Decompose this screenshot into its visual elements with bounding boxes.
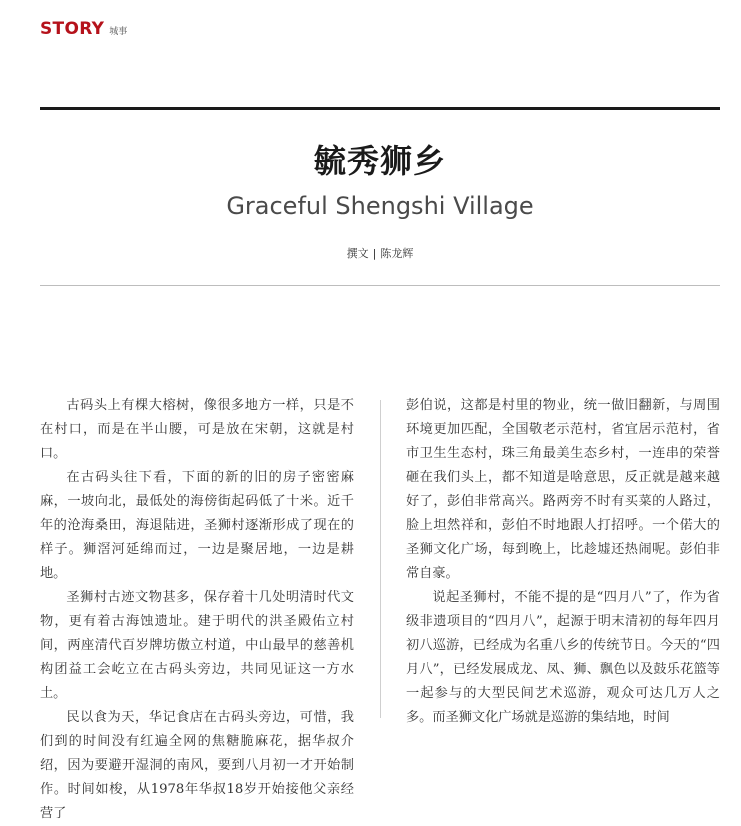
paragraph: 圣狮村古迹文物甚多，保存着十几处明清时代文物，更有着古海蚀遗址。建于明代的洪圣殿佑立村间，两座清代百岁牌坊傲立村道，中山最早的慈善机构团益工会屹立在古码头旁边，共同见证这一方水土。: [40, 590, 354, 701]
section-label-zh: 城事: [109, 27, 128, 37]
section-label-en: STORY: [40, 19, 105, 39]
column-divider: [380, 400, 381, 718]
byline-author: 陈龙辉: [380, 247, 414, 260]
top-divider: [40, 107, 720, 110]
paragraph: 民以食为天，华记食店在古码头旁边，可惜，我们到的时间没有红遍全网的焦糖脆麻花，据华叔介绍，因为要避开湿洞的南风，要到八月初一才开始制作。时间如梭，从1978年华叔18岁开始接他父亲经营了: [40, 710, 354, 821]
header-divider: [40, 285, 720, 286]
byline: [40, 245, 720, 261]
paragraph: 在古码头往下看，下面的新的旧的房子密密麻麻，一坡向北，最低处的海傍街起码低了十米。近千年的沧海桑田，海退陆进，圣狮村逐渐形成了现在的样子。狮滘河延绵而过，一边是聚居地，一边是耕地。: [40, 470, 354, 581]
body-column-left: [40, 394, 354, 826]
article-title-zh: 毓秀狮乡: [313, 142, 446, 180]
paragraph: 说起圣狮村，不能不提的是“四月八”了，作为省级非遗项目的“四月八”，起源于明末清初的每年四月初八巡游，已经成为名重八乡的传统节日。今天的“四月八”，已经发展成龙、凤、狮、飘色以及鼓乐花篮等一起参与的大型民间艺术巡游，观众可达几万人之多。而圣狮文化广场就是巡游的集结地，时间: [406, 590, 720, 725]
section-label: [40, 19, 127, 39]
paragraph: 古码头上有棵大榕树，像很多地方一样，只是不在村口，而是在半山腰，可是放在宋朝，这就是村口。: [40, 398, 354, 461]
body-column-right: [406, 394, 720, 730]
byline-label: 撰文: [346, 247, 369, 260]
paragraph-continued: 彭伯说，这都是村里的物业，统一做旧翻新，与周围环境更加匹配，全国敬老示范村，省宜居示范村，省市卫生生态村，珠三角最美生态乡村，一连串的荣誉砸在我们头上，都不知道是啥意思，反正就是越来越好了，彭伯非常高兴。路两旁不时有买菜的人路过，脸上坦然祥和，彭伯不时地跟人打招呼。一个偌大的圣狮文化广场，每到晚上，比趁墟还热闹呢。彭伯非常自豪。: [406, 398, 720, 581]
byline-separator: |: [372, 247, 377, 260]
article-title-en: Graceful Shengshi Village: [226, 192, 534, 220]
